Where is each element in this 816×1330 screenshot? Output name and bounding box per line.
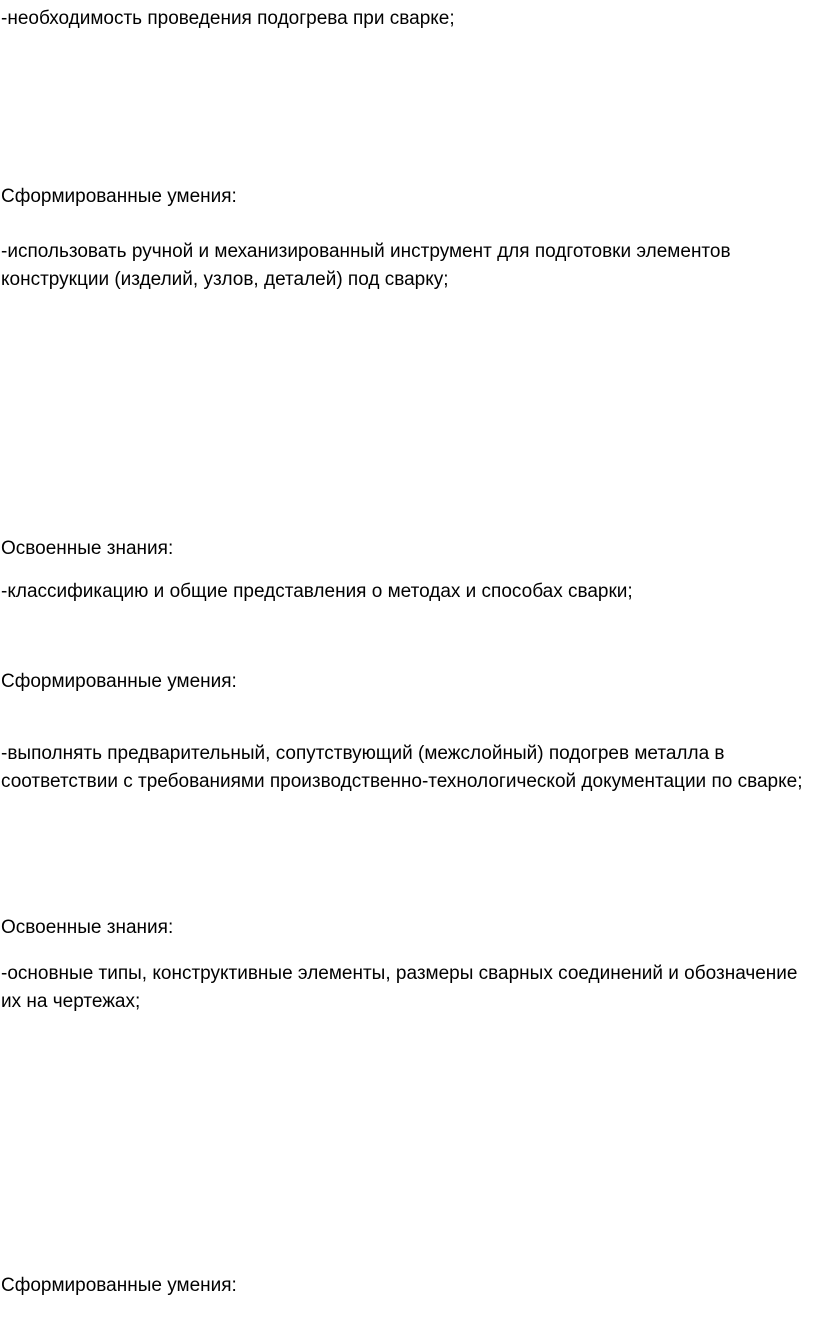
heading-acquired-knowledge: Освоенные знания: [1, 917, 174, 938]
text-use-tools: -использовать ручной и механизированный инструмент для подготовки элементов конструкции (изделий, узлов, деталей) под сварку; [1, 241, 731, 290]
text-weld-joint-types: -основные типы, конструктивные элементы, размеры сварных соединений и обозначение их на чертежах; [1, 963, 798, 1012]
heading-formed-skills: Сформированные умения: [1, 186, 237, 207]
text-preheating-necessity: -необходимость проведения подогрева при сварке; [1, 8, 455, 29]
text-preheating-metal: -выполнять предварительный, сопутствующий (межслойный) подогрев металла в соответствии с требованиями производственно-технологической документации по сварке; [1, 743, 803, 792]
heading-acquired-knowledge: Освоенные знания: [1, 538, 174, 559]
heading-formed-skills: Сформированные умения: [1, 671, 237, 692]
heading-formed-skills: Сформированные умения: [1, 1275, 237, 1296]
text-welding-classification: -классификацию и общие представления о методах и способах сварки; [1, 581, 633, 602]
